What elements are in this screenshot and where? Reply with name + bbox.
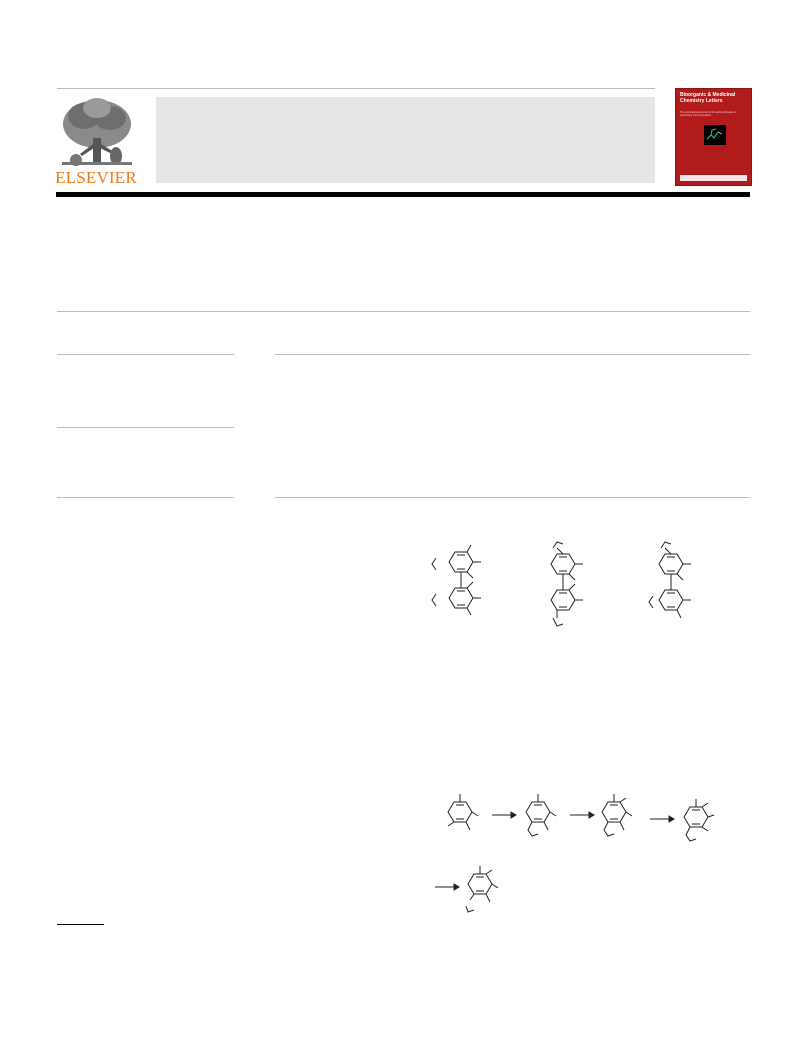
cover-molecule-image xyxy=(704,125,726,145)
reaction-arrow-4 xyxy=(435,883,459,891)
abstract-bottom-rule xyxy=(275,497,750,498)
left-column-rule-2 xyxy=(57,427,234,428)
publisher-wordmark: ELSEVIER xyxy=(55,168,137,187)
biphenyl-structure-1 xyxy=(425,540,495,630)
article-info-top-rule xyxy=(57,311,750,312)
journal-header-band xyxy=(156,97,655,183)
scheme-compound-4 xyxy=(676,795,726,850)
left-column-rule-3 xyxy=(57,497,234,498)
scheme-compound-5 xyxy=(460,862,510,917)
scheme-compound-3 xyxy=(594,790,644,845)
scheme-compound-2 xyxy=(518,790,568,845)
molecule-icon xyxy=(704,125,726,145)
left-column-rule-1 xyxy=(57,354,234,355)
top-rule xyxy=(57,88,655,89)
footnote-rule xyxy=(57,924,104,925)
reaction-arrow-3 xyxy=(650,815,674,823)
journal-cover-subtitle: The international journal for the rapid publication of preliminary communications xyxy=(680,111,737,117)
journal-cover-thumbnail xyxy=(675,88,752,186)
cover-footer-strip xyxy=(680,175,747,181)
reaction-arrow-2 xyxy=(570,811,594,819)
scheme-compound-1 xyxy=(440,790,490,840)
biphenyl-structure-2 xyxy=(535,540,605,640)
journal-cover-title: Bioorganic & Medicinal Chemistry Letters xyxy=(680,92,736,104)
biphenyl-structure-3 xyxy=(645,540,715,630)
header-thick-rule xyxy=(56,192,750,197)
abstract-top-rule xyxy=(275,354,750,355)
reaction-arrow-1 xyxy=(492,811,516,819)
